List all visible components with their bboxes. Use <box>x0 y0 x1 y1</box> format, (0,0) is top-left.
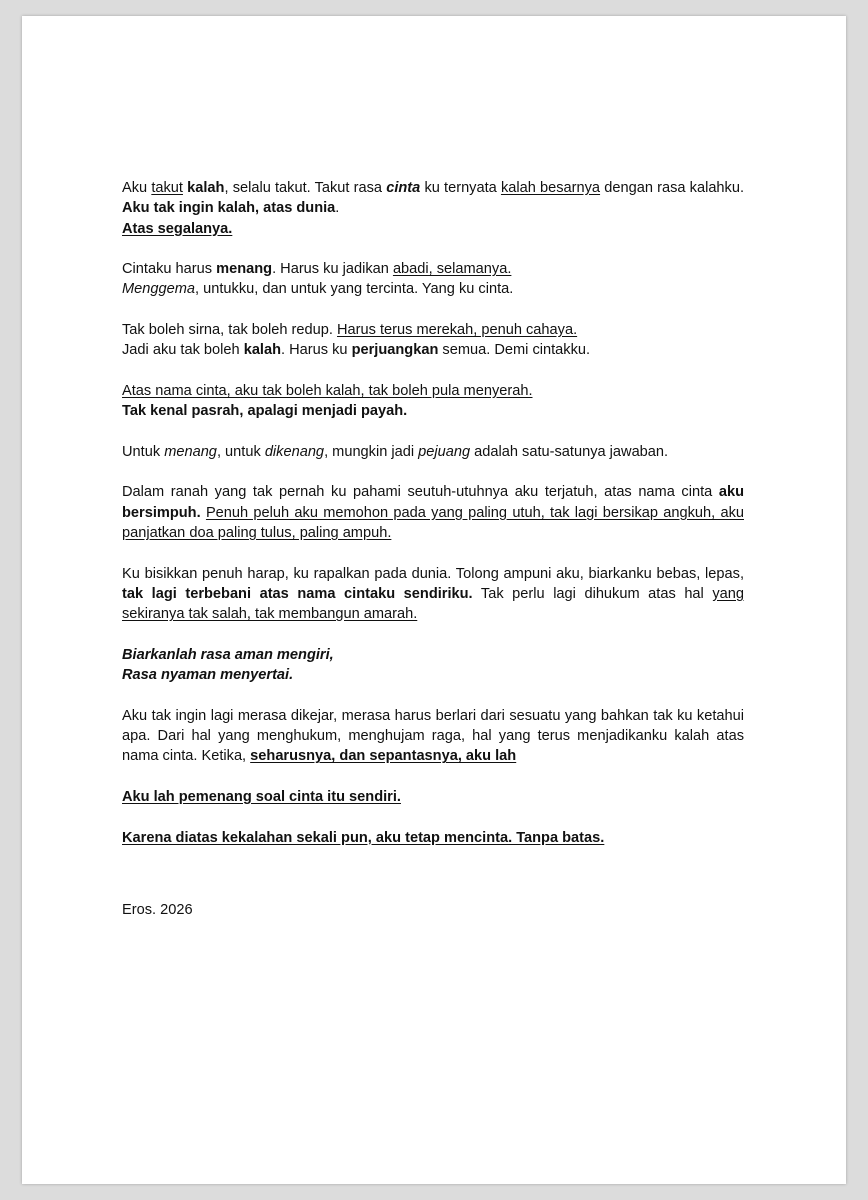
paragraph-10 <box>122 787 744 807</box>
text-span: Ku bisikkan penuh harap, ku rapalkan pada dunia. Tolong ampuni aku, biarkanku bebas, lepas, <box>122 565 744 582</box>
text-span: adalah satu-satunya jawaban. <box>470 443 669 460</box>
underlined-text: kalah besarnya <box>500 180 601 196</box>
text-span: Untuk <box>122 443 165 460</box>
paragraph-3 <box>122 320 744 361</box>
bold-text: menang <box>216 261 273 278</box>
bold-underlined-text: Atas segalanya. <box>122 220 233 237</box>
paragraph-6 <box>122 482 744 543</box>
italic-text: dikenang <box>264 443 325 460</box>
text-span: , untuk <box>216 443 265 460</box>
bold-underlined-text: Aku lah pemenang soal cinta itu sendiri. <box>122 788 401 805</box>
paragraph-11 <box>122 828 744 848</box>
document-body <box>122 178 744 868</box>
bold-underlined-text: seharusnya, dan sepantasnya, aku lah <box>250 748 517 765</box>
text-span: Cintaku harus <box>122 261 217 278</box>
paragraph-8 <box>122 645 744 686</box>
bold-text: kalah <box>243 342 282 359</box>
text-span: semua. Demi cintakku. <box>438 342 591 359</box>
text-span: Jadi aku tak boleh <box>122 342 244 359</box>
italic-text: pejuang <box>418 443 471 460</box>
paragraph-5 <box>122 442 744 462</box>
text-span: . Harus ku jadikan <box>272 261 393 278</box>
text-span: Aku tak ingin lagi merasa dikejar, merasa harus berlari dari sesuatu yang bahkan tak ku ketahui apa. Dari hal yang menghukum, menghujam raga, hal yang terus menjadikanku kalah atas nama cinta. Ketika, <box>122 707 744 765</box>
text-span: ku ternyata <box>420 180 501 196</box>
text-span: Tak boleh sirna, tak boleh redup. <box>122 322 337 339</box>
bold-underlined-text: Karena diatas kekalahan sekali pun, aku tetap mencinta. Tanpa batas. <box>122 829 605 846</box>
text-span: . <box>335 200 340 217</box>
text-span: . Harus ku <box>281 342 352 359</box>
bold-italic-text: cinta <box>386 180 421 196</box>
bold-italic-text: Biarkanlah rasa aman mengiri, <box>122 646 334 663</box>
bold-text: aku bersimpuh. <box>122 484 744 521</box>
underlined-text: Harus terus merekah, penuh cahaya. <box>337 322 578 339</box>
text-span: Dalam ranah yang tak pernah ku pahami seutuh-utuhnya aku terjatuh, atas nama cinta <box>122 484 719 501</box>
document-page <box>22 16 846 1184</box>
text-span: dengan rasa kalahku. <box>600 180 745 196</box>
paragraph-4 <box>122 381 744 422</box>
text-span: Tak perlu lagi dihukum atas hal <box>472 585 713 602</box>
text-span: , untukku, dan untuk yang tercinta. Yang ku cinta. <box>195 281 514 298</box>
bold-text: Tak kenal pasrah, apalagi menjadi payah. <box>122 403 408 420</box>
underlined-text: abadi, selamanya. <box>392 261 512 278</box>
bold-text: Aku tak ingin kalah, atas dunia <box>122 200 336 217</box>
italic-text: menang <box>164 443 217 460</box>
bold-italic-text: Rasa nyaman menyertai. <box>122 667 294 684</box>
underlined-text: yang sekiranya tak salah, tak membangun amarah. <box>122 585 745 623</box>
underlined-text: Atas nama cinta, aku tak boleh kalah, tak boleh pula menyerah. <box>122 382 533 399</box>
text-span: , mungkin jadi <box>324 443 419 460</box>
paragraph-9 <box>122 706 744 767</box>
paragraph-2 <box>122 259 744 300</box>
bold-text: tak lagi terbebani atas nama cintaku sendiriku. <box>122 585 473 602</box>
underlined-text: Penuh peluh aku memohon pada yang paling utuh, tak lagi bersikap angkuh, aku panjatkan doa paling tulus, paling ampuh. <box>122 504 744 542</box>
bold-text: kalah <box>187 180 225 196</box>
text-span: Aku <box>122 180 152 196</box>
bold-text: perjuangkan <box>351 342 439 359</box>
paragraph-1 <box>122 178 744 239</box>
text-span: , selalu takut. Takut rasa <box>224 180 387 196</box>
signature: Eros. 2026 <box>122 902 193 918</box>
italic-text: Menggema <box>122 281 196 298</box>
paragraph-7 <box>122 564 744 625</box>
underlined-text: takut <box>151 180 183 196</box>
